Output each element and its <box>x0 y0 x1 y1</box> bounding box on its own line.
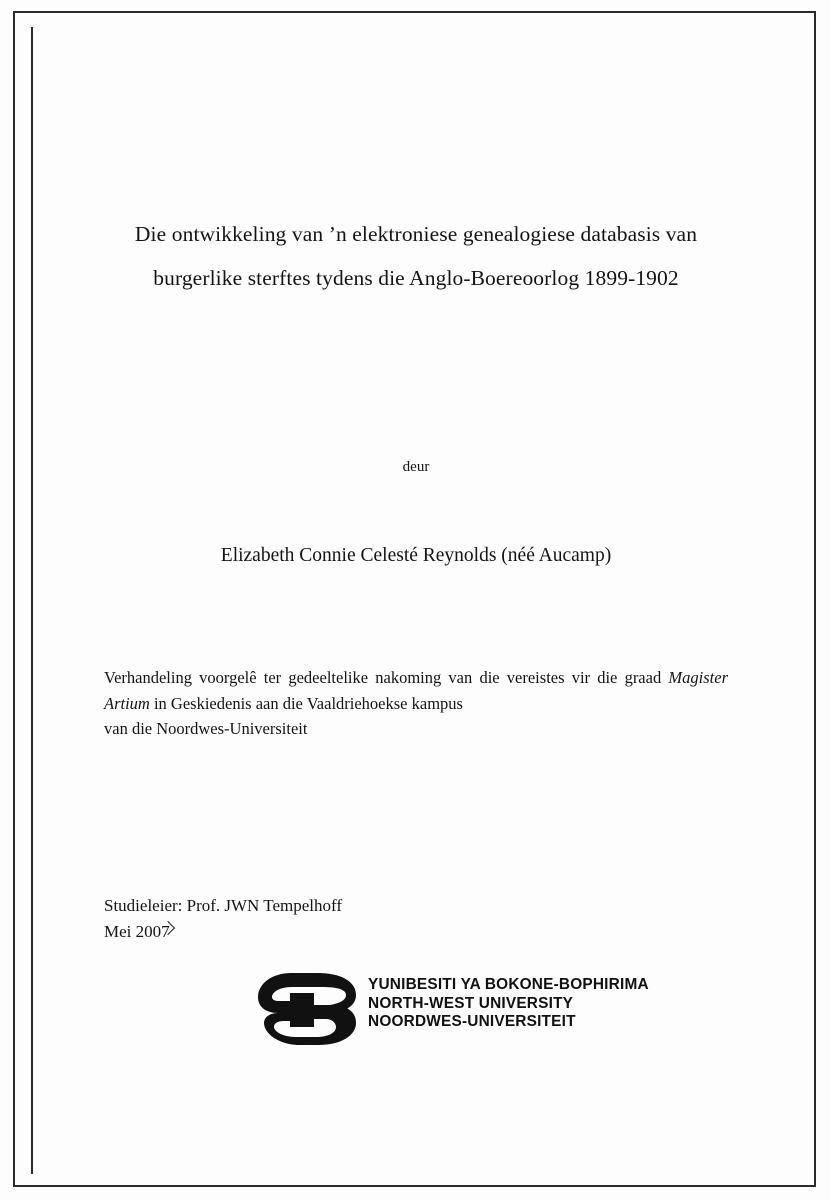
byline-label: deur <box>402 459 430 475</box>
page-content <box>100 27 732 1174</box>
page-title <box>100 212 732 300</box>
institution-line: van die Noordwes-Universiteit <box>104 719 308 738</box>
logo-text-line-1: YUNIBESITI YA BOKONE-BOPHIRIMA <box>368 976 649 993</box>
logo-text-line-2: NORTH-WEST UNIVERSITY <box>368 994 574 1012</box>
degree-statement-part-2: in Geskiedenis aan die Vaaldriehoekse kampus <box>149 693 463 713</box>
north-west-university-logo-icon <box>256 971 364 1047</box>
author-name: Elizabeth Connie Celesté Reynolds (néé Aucamp) <box>220 545 612 566</box>
date-text: Mei 2007 <box>104 922 170 941</box>
degree-name: Magister Artium <box>104 668 728 713</box>
degree-statement-part-1: Verhandeling voorgelê ter gedeeltelike nakoming van die vereistes vir die graad <box>104 668 669 687</box>
degree-statement-paragraph <box>104 665 728 716</box>
logo-text-line-3: NOORDWES-UNIVERSITEIT <box>368 1013 576 1031</box>
university-logo-text <box>368 976 649 1032</box>
date-line <box>104 919 170 945</box>
degree-statement <box>104 665 728 742</box>
title-line-2: burgerlike sterftes tydens die Anglo-Boereoorlog 1899-1902 <box>153 266 679 290</box>
supervisor-block <box>104 893 704 945</box>
university-logo <box>256 969 676 1049</box>
title-line-1: Die ontwikkeling van ’n elektroniese genealogiese databasis van <box>134 222 698 246</box>
supervisor-line: Studieleier: Prof. JWN Tempelhoff <box>104 896 343 915</box>
